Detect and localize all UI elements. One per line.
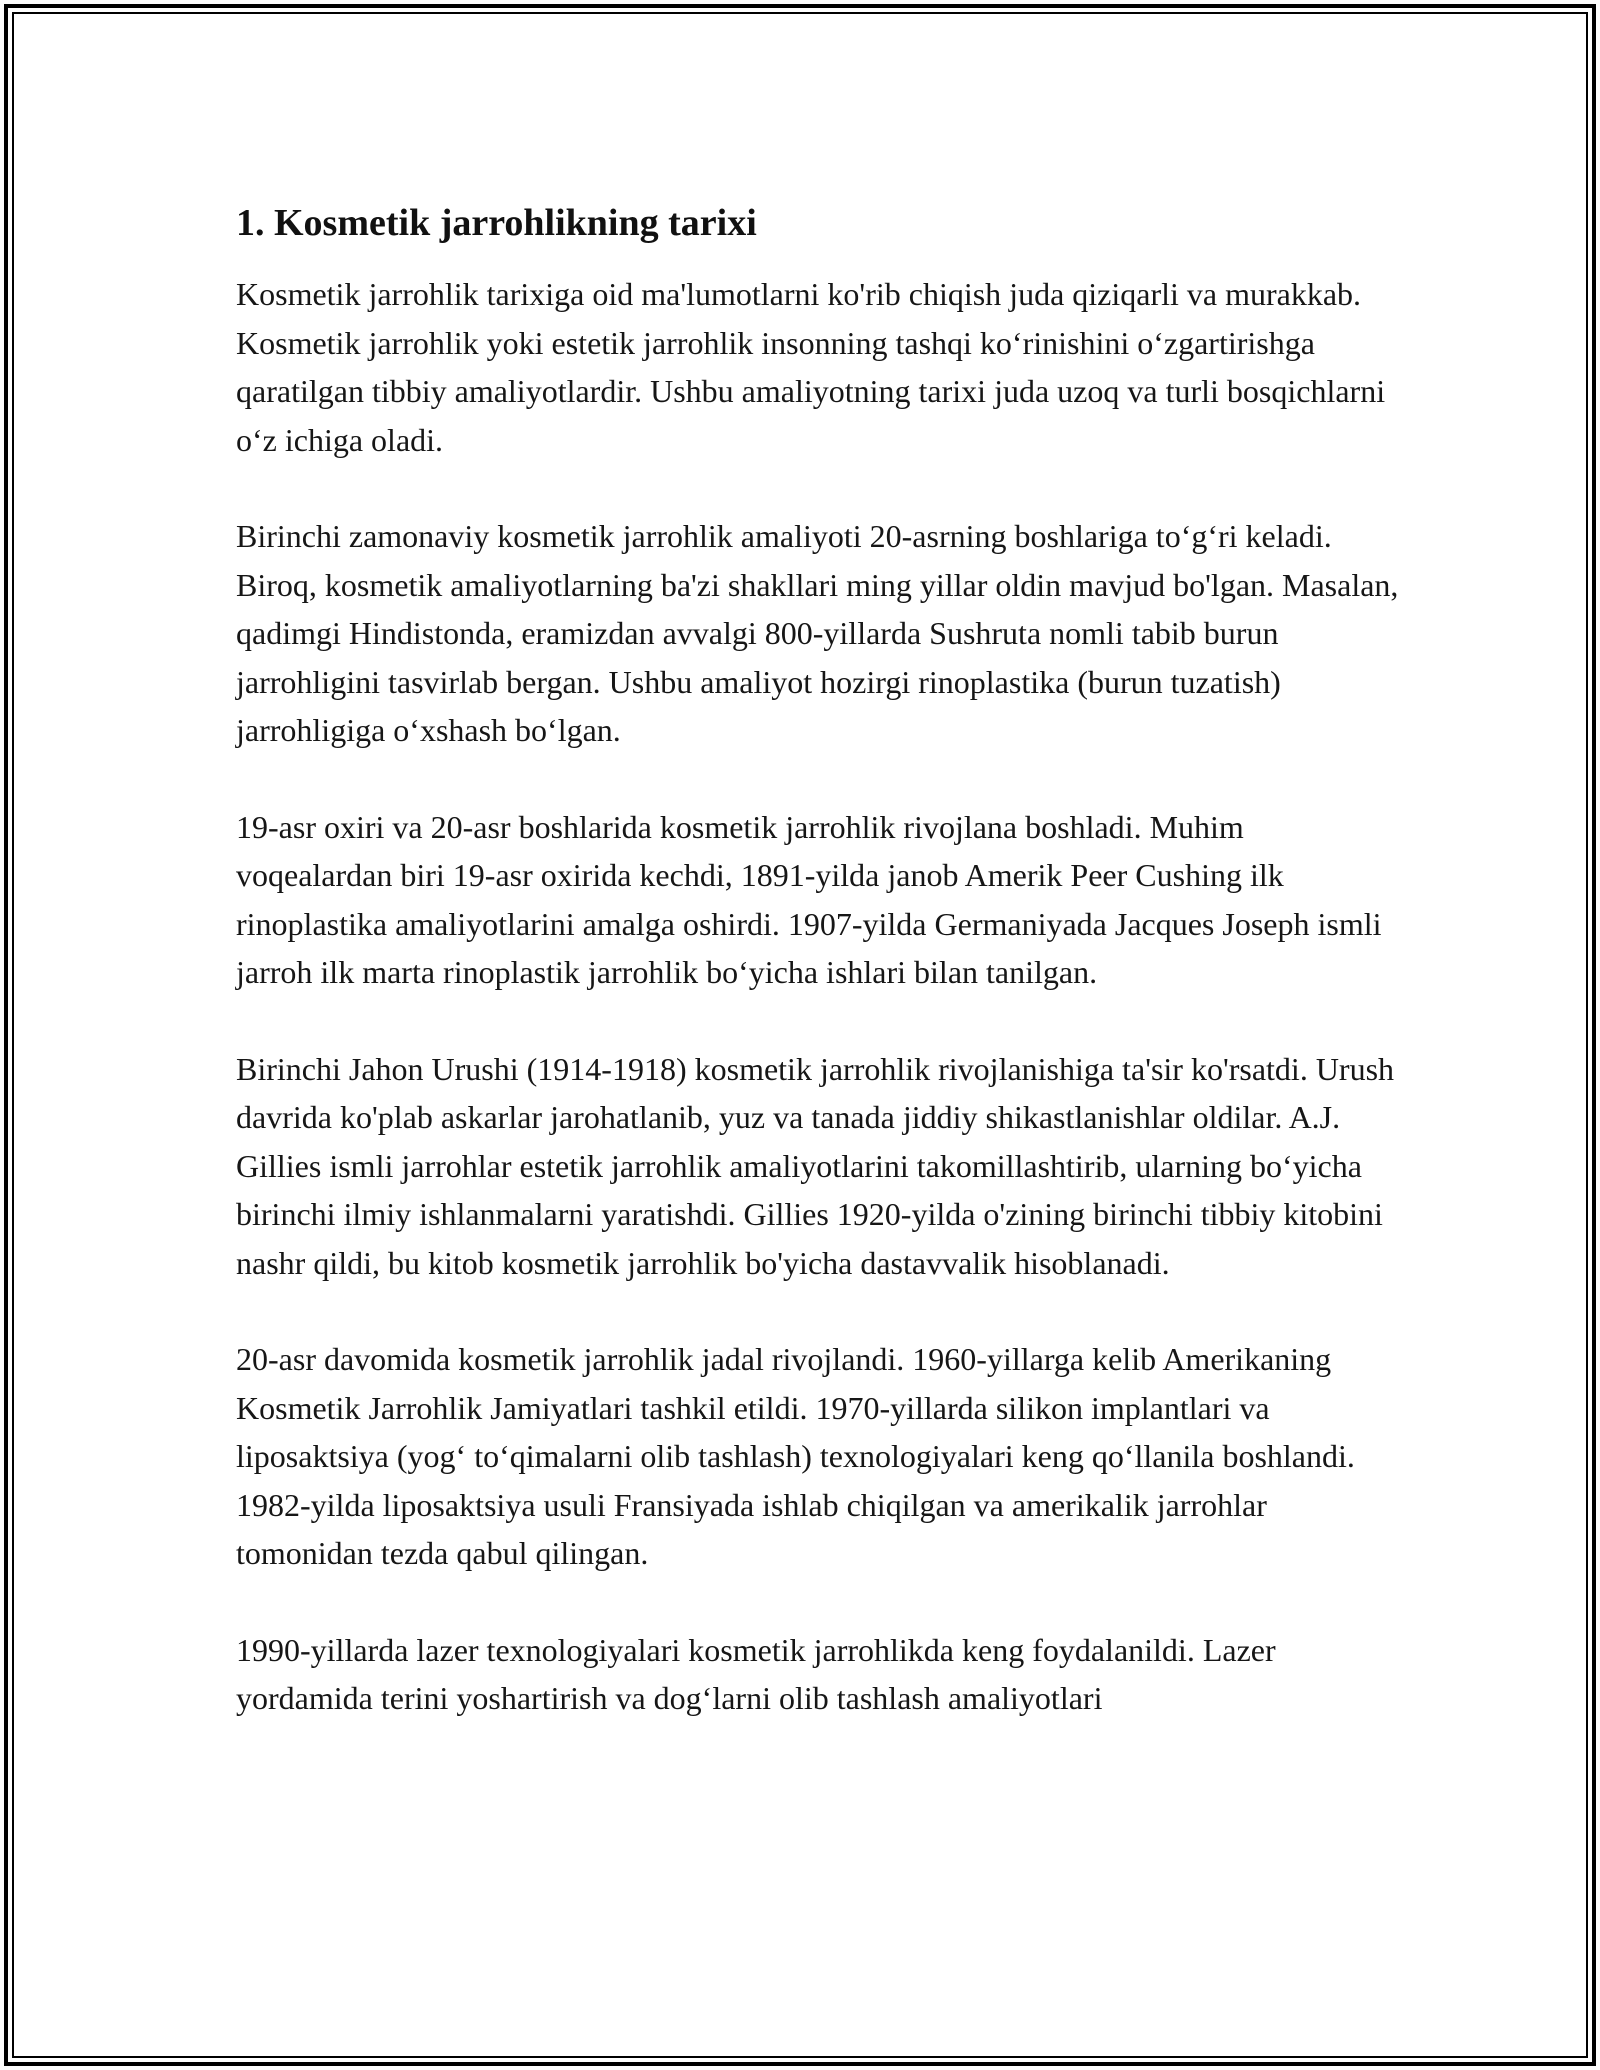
paragraph-3: 19-asr oxiri va 20-asr boshlarida kosmetik jarrohlik rivojlana boshladi. Muhim voqealardan biri 19-asr oxirida kechdi, 1891-yilda janob Amerik Peer Cushing ilk rinoplastika amaliyotlarini amalga oshirdi. 1907-yilda Germaniyada Jacques Joseph ismli jarroh ilk marta rinoplastik jarrohlik boʻyicha ishlari bilan tanilgan. xyxy=(236,808,1382,990)
paragraph-5: 20-asr davomida kosmetik jarrohlik jadal rivojlandi. 1960-yillarga kelib Amerikaning Kosmetik Jarrohlik Jamiyatlari tashkil etildi. 1970-yillarda silikon implantlari va liposaktsiya (yogʻ toʻqimalarni olib tashlash) texnologiyalari keng qoʻllanila boshlandi. 1982-yilda liposaktsiya usuli Fransiyada ishlab chiqilgan va amerikalik jarrohlar tomonidan tezda qabul qilingan. xyxy=(236,1341,1355,1571)
document-body xyxy=(236,180,1406,1771)
paragraph-1: Kosmetik jarrohlik tarixiga oid ma'lumotlarni ko'rib chiqish juda qiziqarli va murakkab. Kosmetik jarrohlik yoki estetik jarrohlik insonning tashqi koʻrinishini oʻzgartirishga qaratilgan tibbiy amaliyotlardir. Ushbu amaliyotning tarixi juda uzoq va turli bosqichlarni oʻz ichiga oladi. xyxy=(236,276,1386,458)
paragraph-6: 1990-yillarda lazer texnologiyalari kosmetik jarrohlikda keng foydalanildi. Lazer yordamida terini yoshartirish va dogʻlarni olib tashlash amaliyotlari xyxy=(236,1631,1276,1716)
paragraph-2: Birinchi zamonaviy kosmetik jarrohlik amaliyoti 20-asrning boshlariga toʻgʻri keladi. Biroq, kosmetik amaliyotlarning ba'zi shakllari ming yillar oldin mavjud bo'lgan. Masalan, qadimgi Hindistonda, eramizdan avvalgi 800-yillarda Sushruta nomli tabib burun jarrohligini tasvirlab bergan. Ushbu amaliyot hozirgi rinoplastika (burun tuzatish) jarrohligiga oʻxshash boʻlgan. xyxy=(236,518,1399,748)
paragraph-list xyxy=(236,270,1406,1723)
paragraph-4: Birinchi Jahon Urushi (1914-1918) kosmetik jarrohlik rivojlanishiga ta'sir ko'rsatdi. Urush davrida ko'plab askarlar jarohatlanib, yuz va tanada jiddiy shikastlanishlar oldilar. A.J. Gillies ismli jarrohlar estetik jarrohlik amaliyotlarini takomillashtirib, ularning boʻyicha birinchi ilmiy ishlanmalarni yaratishdi. Gillies 1920-yilda o'zining birinchi tibbiy kitobini nashr qildi, bu kitob kosmetik jarrohlik bo'yicha dastavvalik hisoblanadi. xyxy=(236,1050,1395,1281)
section-heading: 1. Kosmetik jarrohlikning tarixi xyxy=(236,202,757,244)
